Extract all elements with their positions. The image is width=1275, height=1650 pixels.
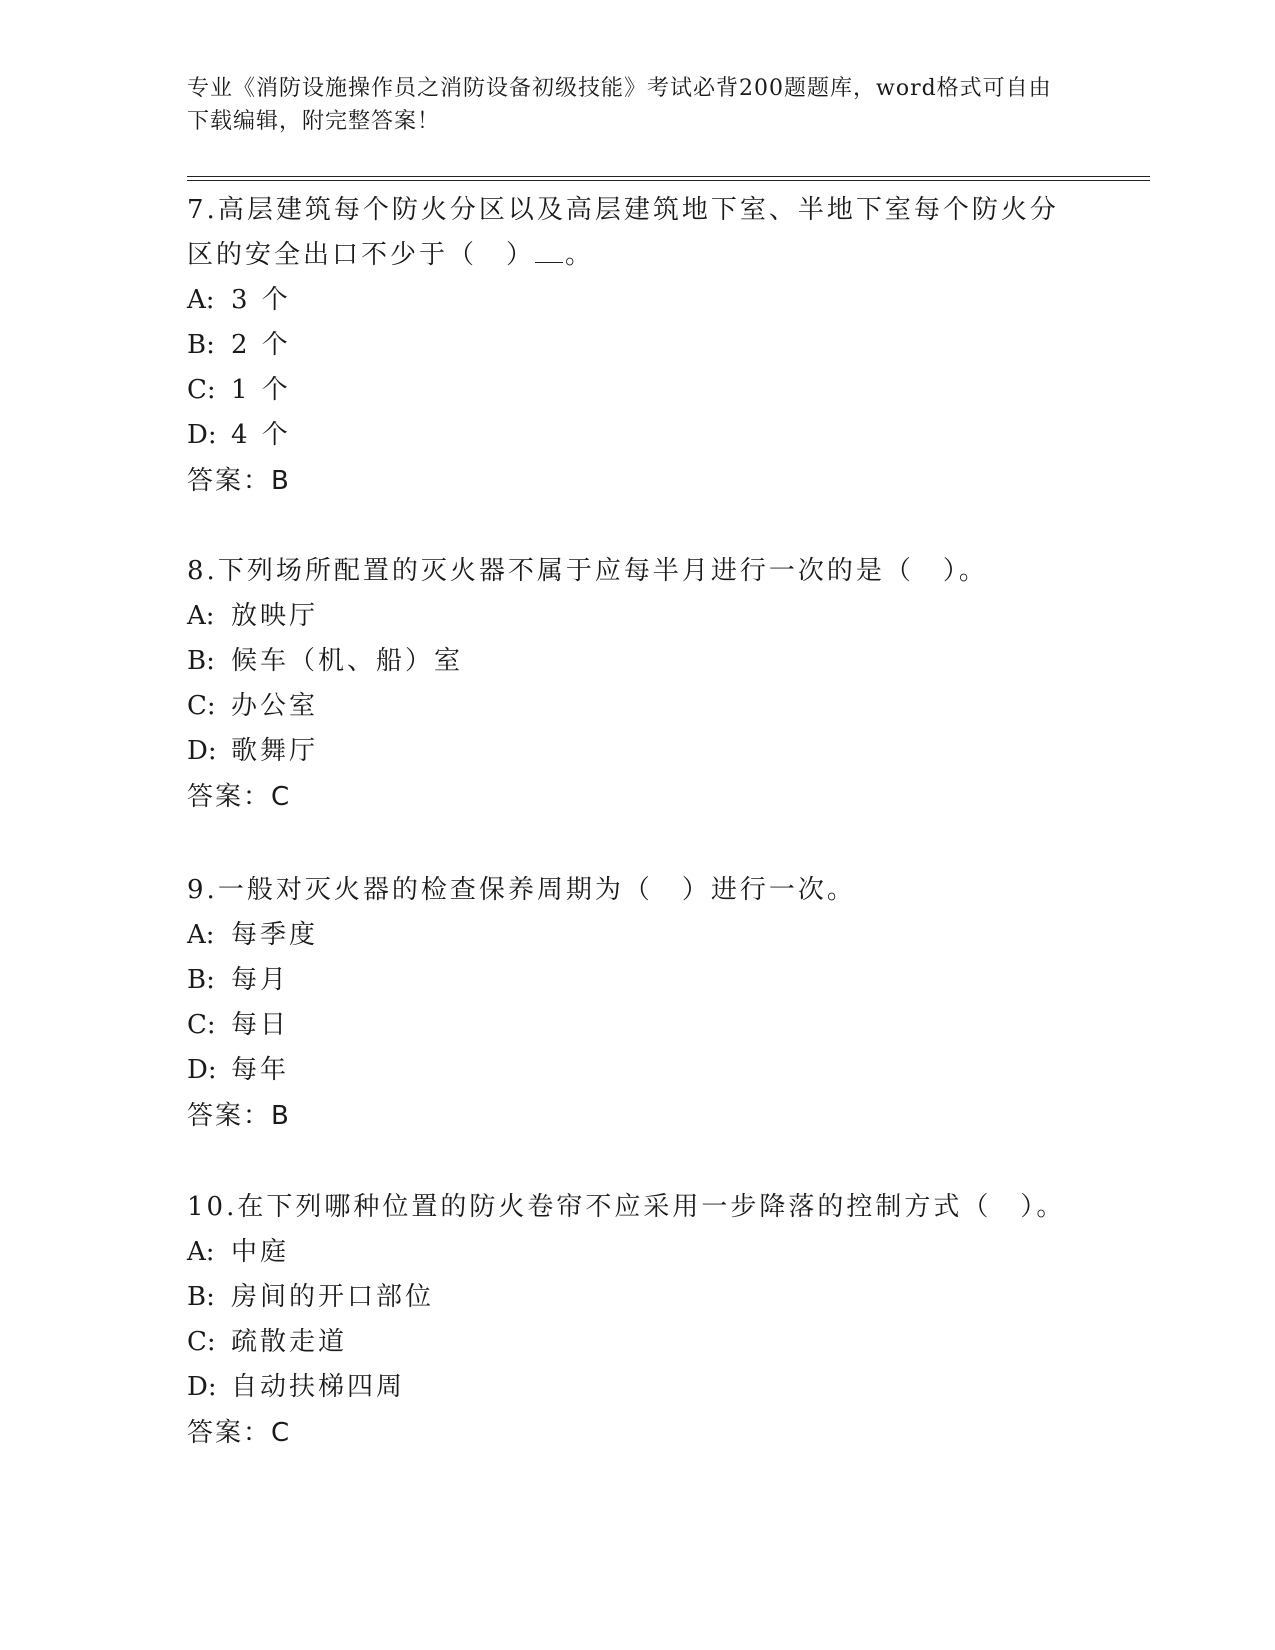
option-letter: D: (187, 1055, 217, 1085)
option-text: 4 个 (231, 420, 291, 450)
option-text: 每季度 (231, 920, 319, 950)
question-stem (187, 188, 1087, 278)
option-c (187, 1003, 1087, 1048)
option-c (187, 684, 1087, 729)
option-a (187, 278, 1087, 323)
question-text: 下列场所配置的灭火器不属于应每半月进行一次的是（ ）。 (217, 556, 988, 586)
answer-line: 答案：C (187, 782, 292, 812)
question-number: 7. (187, 195, 218, 225)
header-text: 专业《消防设施操作员之消防设备初级技能》考试必背200题题库，word格式可自由下载编辑，附完整答案！ (187, 76, 1052, 134)
option-text: 办公室 (231, 691, 319, 721)
option-d (187, 1365, 1087, 1410)
option-text: 候车（机、船）室 (231, 646, 464, 676)
question-stem (187, 549, 1087, 594)
option-d (187, 729, 1087, 774)
option-letter: B: (187, 965, 215, 995)
question-8 (187, 549, 1087, 820)
option-letter: C: (187, 1327, 216, 1357)
option-b (187, 639, 1087, 684)
question-text: 在下列哪种位置的防火卷帘不应采用一步降落的控制方式（ ）。 (237, 1192, 1066, 1222)
option-text: 放映厅 (231, 601, 319, 631)
option-a (187, 1230, 1087, 1275)
option-text: 歌舞厅 (231, 736, 319, 766)
option-text: 中庭 (231, 1237, 290, 1267)
option-text: 每年 (231, 1055, 290, 1085)
option-letter: C: (187, 691, 216, 721)
option-text: 2 个 (231, 330, 291, 360)
question-text: 高层建筑每个防火分区以及高层建筑地下室、半地下室每个防火分区的安全出口不少于（ ） (187, 195, 1059, 270)
option-text: 1 个 (231, 375, 291, 405)
option-letter: C: (187, 1010, 216, 1040)
question-stem (187, 1185, 1087, 1230)
answer-line: 答案：B (187, 466, 291, 496)
option-letter: D: (187, 1372, 217, 1402)
document-header (187, 72, 1067, 138)
option-letter: B: (187, 330, 215, 360)
header-rule-bottom (187, 180, 1150, 181)
question-number: 10. (187, 1192, 238, 1222)
question-number: 9. (187, 875, 218, 905)
option-b (187, 958, 1087, 1003)
option-text: 每日 (231, 1010, 290, 1040)
question-number: 8. (187, 556, 218, 586)
option-text: 每月 (231, 965, 290, 995)
option-letter: A: (187, 601, 215, 631)
header-rule-top (187, 176, 1150, 177)
question-10 (187, 1185, 1087, 1456)
option-d (187, 1048, 1087, 1093)
option-a (187, 594, 1087, 639)
option-text: 房间的开口部位 (231, 1282, 435, 1312)
option-text: 疏散走道 (231, 1327, 348, 1357)
question-text-end: 。 (565, 240, 595, 270)
option-b (187, 323, 1087, 368)
question-7 (187, 188, 1087, 504)
question-text: 一般对灭火器的检查保养周期为（ ）进行一次。 (217, 875, 856, 905)
option-text: 自动扶梯四周 (231, 1372, 406, 1402)
option-b (187, 1275, 1087, 1320)
option-letter: B: (187, 646, 215, 676)
option-letter: D: (187, 420, 217, 450)
answer-blank (535, 240, 563, 263)
question-stem (187, 868, 1087, 913)
answer-line: 答案：B (187, 1101, 291, 1131)
option-letter: A: (187, 920, 215, 950)
answer-line: 答案：C (187, 1418, 292, 1448)
option-a (187, 913, 1087, 958)
option-letter: B: (187, 1282, 215, 1312)
option-c (187, 1320, 1087, 1365)
option-text: 3 个 (231, 285, 291, 315)
option-letter: D: (187, 736, 217, 766)
option-c (187, 368, 1087, 413)
option-letter: C: (187, 375, 216, 405)
option-letter: A: (187, 285, 215, 315)
question-9 (187, 868, 1087, 1139)
option-d (187, 413, 1087, 458)
option-letter: A: (187, 1237, 215, 1267)
